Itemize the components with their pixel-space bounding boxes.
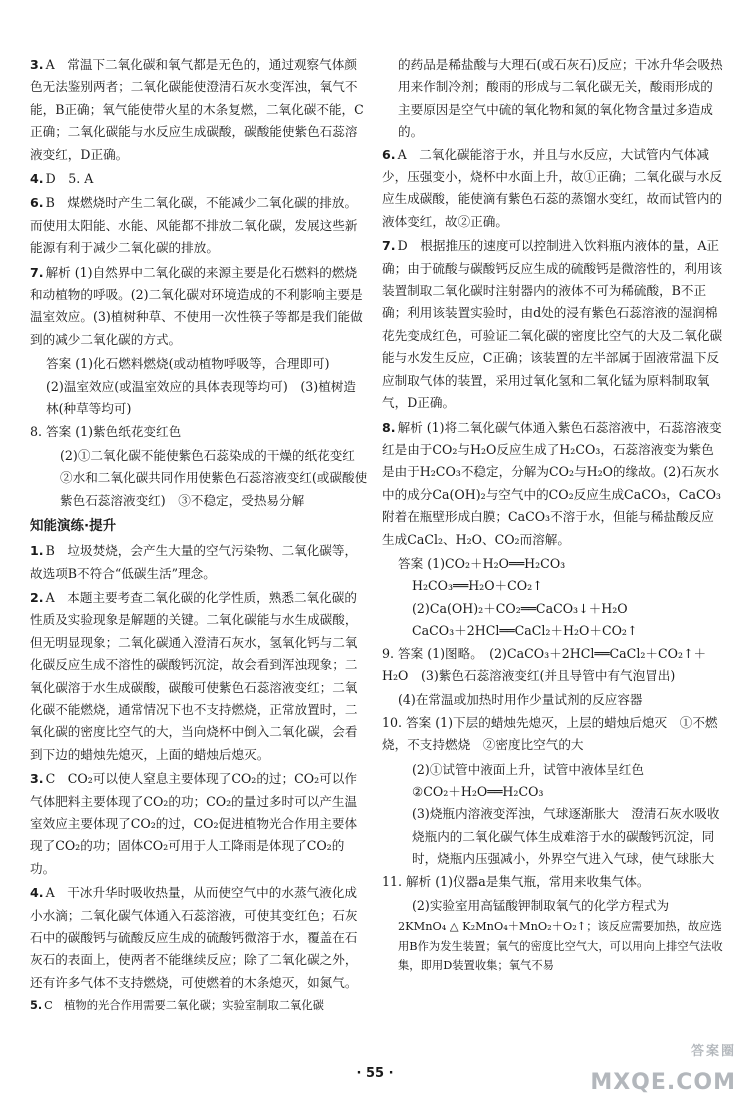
item-number: 3. <box>30 771 44 787</box>
answer-8-line-1: 8. 答案 (1)紫色纸花变红色 <box>30 423 182 439</box>
answer-11-line-1: 11. 解析 (1)仪器a是集气瓶，常用来收集气体。 <box>382 873 650 889</box>
item-number: 6. <box>30 195 44 211</box>
right-column <box>382 54 724 975</box>
answer-10-line-4: (3)烧瓶内溶液变浑浊，气球逐渐胀大 澄清石灰水吸收烧瓶内的二氧化碳气体生成难溶于水的碳酸钙沉淀，同时，烧瓶内压强减小，外界空气进入气球，使气球胀大 <box>412 806 720 867</box>
item-number: 7. <box>382 238 396 254</box>
answer-item-r6 <box>382 144 724 234</box>
answer-11-line-2: (2)实验室用高锰酸钾制取氧气的化学方程式为 <box>412 898 670 914</box>
answer-8-equation-2: H₂CO₃══H₂O＋CO₂↑ <box>412 578 543 594</box>
answer-11-line-3: 2KMnO₄ △ K₂MnO₄＋MnO₂＋O₂↑；该反应需要加热，故应选用B作为发生装置；氧气的密度比空气大，可以用向上排空气法收集，即用D装置收集；氧气不易 <box>398 920 723 972</box>
item-number: 7. <box>30 264 44 280</box>
item-text: A 本题主要考查二氧化碳的化学性质，熟悉二氧化碳的性质及实验现象是解题的关键。二氧化碳能与水生成碳酸，但无明显现象；二氧化碳通入澄清石灰水，氢氧化钙与二氧化碳反应生成不溶性的碳酸钙沉淀，故会看到浑浊现象；二氧化碳溶于水生成碳酸，碳酸可使紫色石蕊溶液变红；二氧化碳不能燃烧，通常情况下也不支持燃烧，正常放置时，二氧化碳的密度比空气的大，当向烧杯中倒入二氧化碳，会看到下边的蜡烛先熄灭，上面的蜡烛后熄灭。 <box>30 589 358 762</box>
answer-7-line-1: 答案 (1)化石燃料燃烧(或动植物呼吸等，合理即可) <box>46 356 330 372</box>
answer-5-continuation: 的药品是稀盐酸与大理石(或石灰石)反应；干冰升华会吸热用来作制冷剂；酸雨的形成与二氧化碳无关，酸雨形成的主要原因是空气中硫的氧化物和氮的氧化物含量过多造成的。 <box>398 57 723 140</box>
item-number: 4. <box>30 885 44 901</box>
item-text: B 垃圾焚烧，会产生大量的空气污染物、二氧化碳等，故选项B不符合“低碳生活”理念。 <box>30 543 358 581</box>
item-text: C CO₂可以使人窒息主要体现了CO₂的过；CO₂可以作气体肥料主要体现了CO₂的功；CO₂的量过多时可以产生温室效应主要体现了CO₂的过，CO₂促进植物光合作用主要体现了CO₂的功；固体CO₂可用于人工降雨是体现了CO₂的功。 <box>30 771 358 876</box>
answer-10-line-2: (2)①试管中液面上升，试管中液体呈红色 <box>412 761 644 777</box>
answer-item-b1 <box>30 540 368 585</box>
item-text: A 二氧化碳能溶于水，并且与水反应，大试管内气体减少，压强变小，烧杯中水面上升，故①正确；二氧化碳与水反应生成碳酸，能使滴有紫色石蕊的蒸馏水变红，故而试管内的液体变红，故②正确。 <box>382 146 723 229</box>
item-text: A 干冰升华时吸收热量，从而使空气中的水蒸气液化成小水滴；二氧化碳气体通入石蕊溶液，可使其变红色；石灰石中的碳酸钙与硫酸反应生成的硫酸钙微溶于水，覆盖在石灰石的表面上，使两者不能继续反应；除了二氧化碳之外，还有许多气体不支持燃烧，可使燃着的木条熄灭，如氮气。 <box>30 885 358 990</box>
item-text: C 植物的光合作用需要二氧化碳；实验室制取二氧化碳 <box>44 999 324 1013</box>
answer-8-equation-4: CaCO₃＋2HCl══CaCl₂＋H₂O＋CO₂↑ <box>412 623 638 639</box>
item-number: 8. <box>382 419 396 435</box>
item-text: D 5. A <box>45 171 94 187</box>
answer-item-r8 <box>382 417 724 551</box>
answer-item-b4 <box>30 882 368 994</box>
item-text: B 煤燃烧时产生二氧化碳，不能减少二氧化碳的排放。而使用太阳能、水能、风能都不排放二氧化碳，发展这些新能源有利于减少二氧化碳的排放。 <box>30 195 358 256</box>
answer-8-line-2: (2)①二氧化碳不能使紫色石蕊染成的干燥的纸花变红 ②水和二氧化碳共同作用使紫色石蕊溶液变红(或碳酸使紫色石蕊溶液变红) ③不稳定，受热易分解 <box>60 447 368 508</box>
watermark-top: 答案圈 <box>690 1044 736 1059</box>
item-number: 3. <box>30 57 44 72</box>
answer-10-line-1: 10. 答案 (1)下层的蜡烛先熄灭，上层的蜡烛后熄灭 ①不燃烧，不支持燃烧 ②密度比空气的大 <box>382 714 718 753</box>
answer-10-line-3: ②CO₂＋H₂O══H₂CO₃ <box>412 784 544 799</box>
answer-item-b2 <box>30 587 368 766</box>
answer-8-equation-3: (2)Ca(OH)₂＋CO₂══CaCO₃↓＋H₂O <box>412 600 628 616</box>
item-text: 解析 (1)将二氧化碳气体通入紫色石蕊溶液中，石蕊溶液变红是由于CO₂与H₂O反应生成了H₂CO₃，石蕊溶液变为紫色是由于H₂CO₃不稳定，分解为CO₂与H₂O的缘故。(2)石灰水中的成分Ca(OH)₂与空气中的CO₂反应生成CaCO₃，CaCO₃附着在瓶壁形成白膜；CaCO₃不溶于水，但能与稀盐酸反应生成CaCl₂、H₂O、CO₂而溶解。 <box>382 419 722 547</box>
answer-item-7 <box>30 262 368 352</box>
watermark-bottom: MXQE.COM <box>590 1070 736 1096</box>
answer-item-6 <box>30 192 368 259</box>
item-number: 1. <box>30 543 44 559</box>
answer-item-4-5 <box>30 168 368 190</box>
item-text: D 根据推压的速度可以控制进入饮料瓶内液体的量，A正确；由于硫酸与碳酸钙反应生成的硫酸钙是微溶性的，利用该装置制取二氧化碳时注射器内的液体不可为稀硫酸，B不正确；利用该装置实验时，由d处的浸有紫色石蕊溶液的湿润棉花先变成红色，可验证二氧化碳的密度比空气的大及二氧化碳能与水发生反应，C正确；该装置的左半部属于固液常温下反应制取气体的装置，采用过氧化氢和二氧化锰为原料制取氧气，D正确。 <box>382 238 723 411</box>
item-text: A 常温下二氧化碳和氧气都是无色的，通过观察气体颜色无法鉴别两者；二氧化碳能使澄清石灰水变浑浊，氧气不能，B正确；氧气能使带火星的木条复燃，二氧化碳不能，C正确；二氧化碳能与水反应生成碳酸，碳酸能使紫色石蕊溶液变红，D正确。 <box>30 57 364 162</box>
watermark <box>590 1040 736 1102</box>
answer-item-r7 <box>382 235 724 414</box>
answer-item-b3 <box>30 768 368 880</box>
answer-8-equation-1: 答案 (1)CO₂＋H₂O══H₂CO₃ <box>398 555 566 571</box>
item-number: 6. <box>382 146 396 162</box>
answer-item-3 <box>30 54 368 166</box>
answer-9-line-2: (4)在常温或加热时用作少量试剂的反应容器 <box>398 692 643 708</box>
answer-item-b5 <box>30 996 368 1015</box>
item-number: 4. <box>30 171 44 187</box>
section-title: 知能演练·提升 <box>30 518 117 535</box>
answer-7-line-2: (2)温室效应(或温室效应的具体表现等均可) (3)植树造林(种草等均可) <box>46 378 356 417</box>
answer-9-line-1: 9. 答案 (1)图略。 (2)CaCO₃＋2HCl══CaCl₂＋CO₂↑＋H₂O (3)紫色石蕊溶液变红(并且导管中有气泡冒出) <box>382 645 707 683</box>
item-number: 5. <box>30 999 43 1013</box>
page-number: · 55 · <box>356 1066 394 1081</box>
item-text: 解析 (1)自然界中二氧化碳的来源主要是化石燃料的燃烧和动植物的呼吸。(2)二氧化碳对环境造成的不利影响主要是温室效应。(3)植树种草、不使用一次性筷子等都是我们能做到的减少二氧化碳的方式。 <box>30 264 363 347</box>
left-column <box>30 54 368 1017</box>
item-number: 2. <box>30 589 44 605</box>
